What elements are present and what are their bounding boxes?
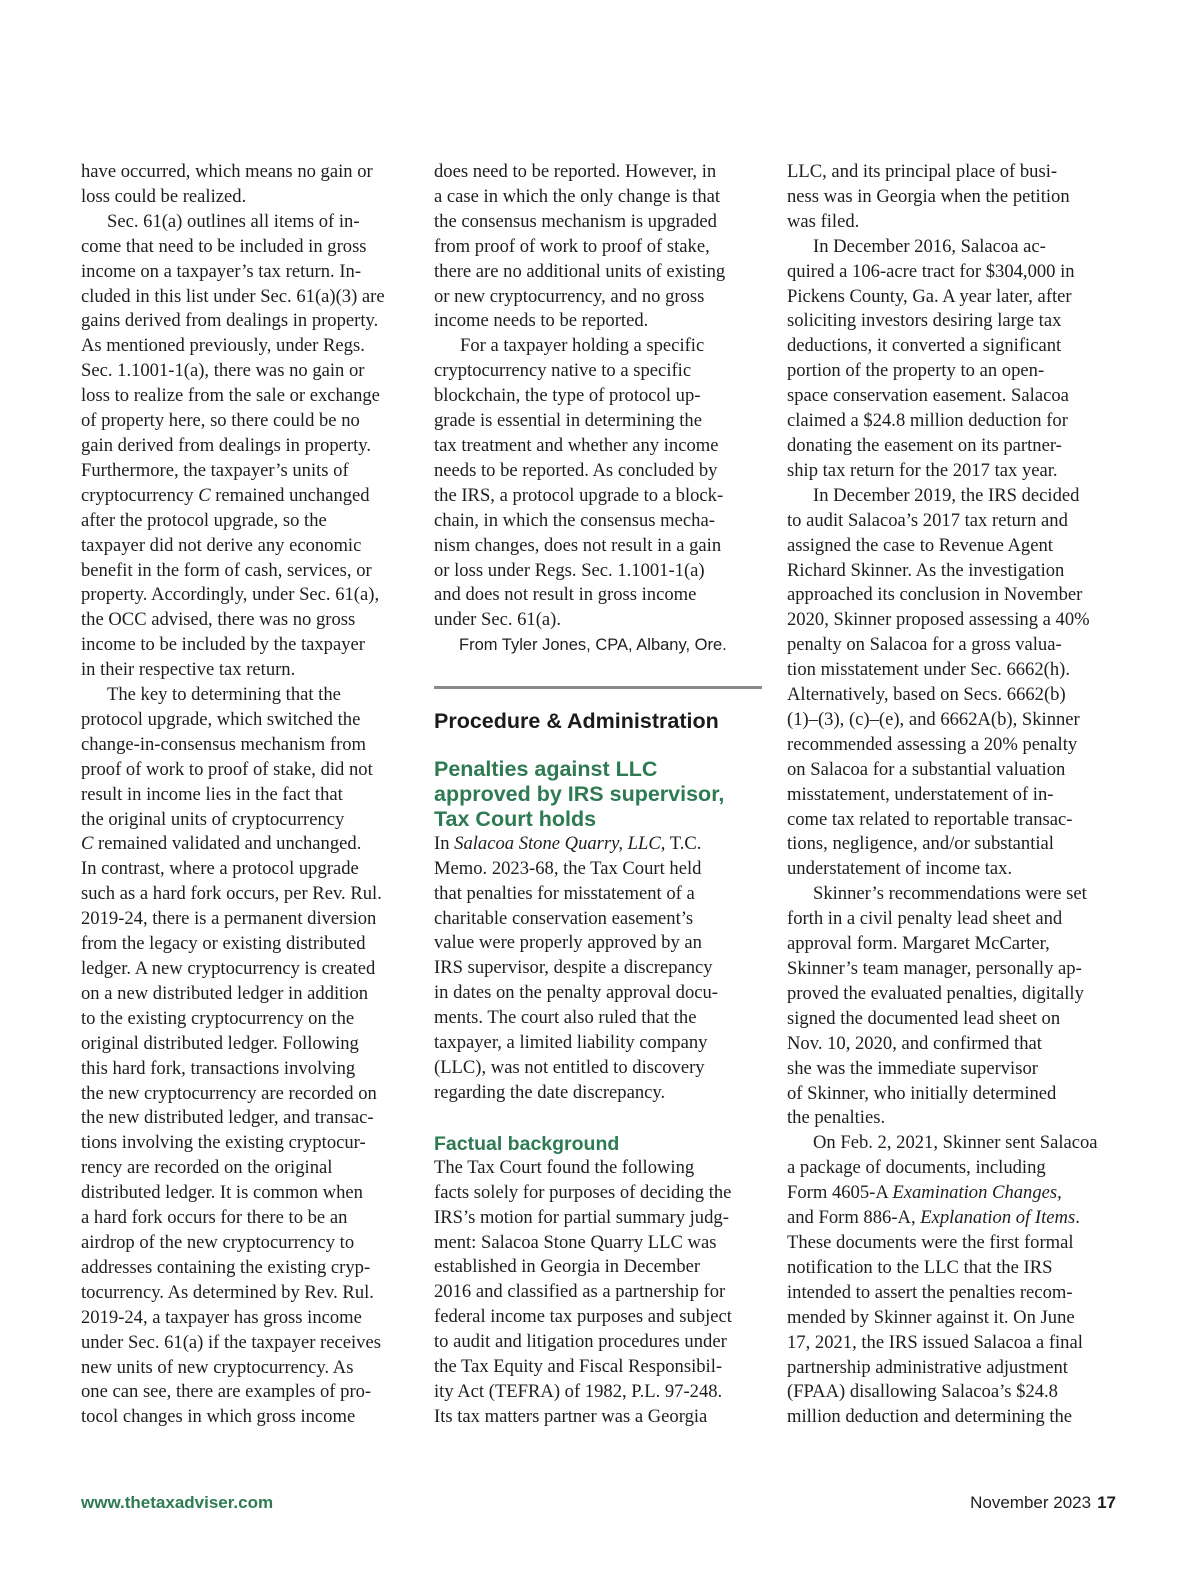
text-line: claimed a $24.8 million deduction for bbox=[787, 410, 1068, 432]
text-line: proved the evaluated penalties, digitally bbox=[787, 982, 1084, 1004]
column-3 bbox=[787, 160, 1119, 1430]
text-line: a package of documents, including bbox=[787, 1157, 1046, 1179]
text-line: ments. The court also ruled that the bbox=[434, 1007, 697, 1029]
text-line: in dates on the penalty approval docu- bbox=[434, 982, 718, 1004]
text-line: gains derived from dealings in property. bbox=[81, 310, 379, 332]
text-line: IRS’s motion for partial summary judg- bbox=[434, 1206, 729, 1228]
text-line: ness was in Georgia when the petition bbox=[787, 185, 1070, 207]
text-line: signed the documented lead sheet on bbox=[787, 1007, 1061, 1029]
text-line: deductions, it converted a significant bbox=[787, 335, 1062, 357]
text-line: portion of the property to an open- bbox=[787, 360, 1045, 382]
text-line: proof of work to proof of stake, did not bbox=[81, 758, 373, 780]
text-line: cryptocurrency C remained unchanged bbox=[81, 484, 370, 506]
text-line: In December 2016, Salacoa ac- bbox=[813, 235, 1046, 257]
text-line: the IRS, a protocol upgrade to a block- bbox=[434, 484, 724, 506]
text-line: change-in-consensus mechanism from bbox=[81, 733, 367, 755]
text-line: As mentioned previously, under Regs. bbox=[81, 335, 365, 357]
text-line: These documents were the first formal bbox=[787, 1231, 1074, 1253]
column-1 bbox=[81, 160, 413, 1430]
page-number: 17 bbox=[1097, 1493, 1116, 1512]
text-line: the new cryptocurrency are recorded on bbox=[81, 1082, 377, 1104]
text-line: blockchain, the type of protocol up- bbox=[434, 385, 701, 407]
text-line: In December 2019, the IRS decided bbox=[813, 484, 1080, 506]
text-line: needs to be reported. As concluded by bbox=[434, 459, 718, 481]
text-line: donating the easement on its partner- bbox=[787, 434, 1062, 456]
footer-issue-date: November 2023 bbox=[970, 1493, 1092, 1512]
text-line: Form 4605-A Examination Changes, bbox=[787, 1182, 1062, 1204]
text-line: original distributed ledger. Following bbox=[81, 1032, 359, 1054]
text-line: 2020, Skinner proposed assessing a 40% bbox=[787, 609, 1090, 631]
italic-phrase: Salacoa Stone Quarry, LLC, bbox=[454, 832, 666, 854]
text-line: this hard fork, transactions involving bbox=[81, 1057, 356, 1079]
text-line: regarding the date discrepancy. bbox=[434, 1081, 666, 1103]
text-line: federal income tax purposes and subject bbox=[434, 1306, 732, 1328]
text-line: 2016 and classified as a partnership for bbox=[434, 1281, 726, 1303]
text-line: misstatement, understatement of in- bbox=[787, 783, 1054, 805]
text-line: LLC, and its principal place of busi- bbox=[787, 161, 1058, 182]
text-line: nism changes, does not result in a gain bbox=[434, 534, 722, 556]
article-intro bbox=[434, 832, 764, 1106]
text-line: distributed ledger. It is common when bbox=[81, 1182, 363, 1204]
text-line: in their respective tax return. bbox=[81, 659, 296, 681]
text-line: income needs to be reported. bbox=[434, 310, 649, 332]
text-line: The key to determining that the bbox=[107, 684, 341, 706]
text-line: understatement of income tax. bbox=[787, 858, 1013, 880]
text-line: The Tax Court found the following bbox=[434, 1156, 695, 1178]
text-line: of Skinner, who initially determined bbox=[787, 1082, 1057, 1104]
text-line: and Form 886-A, Explanation of Items. bbox=[787, 1207, 1080, 1229]
text-line: forth in a civil penalty lead sheet and bbox=[787, 908, 1063, 930]
text-line: tocurrency. As determined by Rev. Rul. bbox=[81, 1281, 374, 1303]
text-line: space conservation easement. Salacoa bbox=[787, 385, 1069, 407]
text-line: quired a 106-acre tract for $304,000 in bbox=[787, 260, 1075, 282]
author-byline: From Tyler Jones, CPA, Albany, Ore. bbox=[459, 636, 727, 655]
footer-website-url[interactable]: www.thetaxadviser.com bbox=[81, 1493, 274, 1512]
text-line: On Feb. 2, 2021, Skinner sent Salacoa bbox=[813, 1132, 1098, 1154]
italic-phrase: Examination Changes bbox=[892, 1182, 1058, 1204]
text-line: Memo. 2023-68, the Tax Court held bbox=[434, 857, 702, 879]
text-line: notification to the LLC that the IRS bbox=[787, 1256, 1053, 1278]
text-line: under Sec. 61(a). bbox=[434, 609, 562, 631]
article-heading-line: Penalties against LLC bbox=[434, 757, 658, 782]
text-line: the original units of cryptocurrency bbox=[81, 808, 345, 830]
text-line: of property here, so there could be no bbox=[81, 410, 360, 432]
text-line: ity Act (TEFRA) of 1982, P.L. 97-248. bbox=[434, 1380, 723, 1402]
text-line: have occurred, which means no gain or bbox=[81, 161, 373, 182]
text-line: from the legacy or existing distributed bbox=[81, 933, 366, 955]
text-line: to audit and litigation procedures under bbox=[434, 1331, 727, 1353]
text-line: that penalties for misstatement of a bbox=[434, 882, 695, 904]
text-line: come tax related to reportable transac- bbox=[787, 808, 1073, 830]
text-line: a hard fork occurs for there to be an bbox=[81, 1207, 348, 1229]
text-line: income on a taxpayer’s tax return. In- bbox=[81, 260, 362, 282]
text-line: tions involving the existing cryptocur- bbox=[81, 1132, 366, 1154]
text-line: chain, in which the consensus mecha- bbox=[434, 509, 715, 531]
text-line: to audit Salacoa’s 2017 tax return and bbox=[787, 509, 1068, 531]
italic-phrase: Explanation of Items bbox=[920, 1207, 1076, 1229]
footer-issue-info bbox=[970, 1493, 1116, 1513]
text-line: Sec. 61(a) outlines all items of in- bbox=[107, 210, 360, 232]
text-line: addresses containing the existing cryp- bbox=[81, 1256, 371, 1278]
text-line: the consensus mechanism is upgraded bbox=[434, 210, 717, 232]
text-line: penalty on Salacoa for a gross valua- bbox=[787, 634, 1062, 656]
column-2 bbox=[434, 160, 764, 1430]
text-line: result in income lies in the fact that bbox=[81, 783, 343, 805]
text-line: the OCC advised, there was no gross bbox=[81, 609, 356, 631]
text-line: In contrast, where a protocol upgrade bbox=[81, 858, 359, 880]
text-line: new units of new cryptocurrency. As bbox=[81, 1356, 354, 1378]
text-line: Richard Skinner. As the investigation bbox=[787, 559, 1065, 581]
text-line: loss could be realized. bbox=[81, 185, 247, 207]
factual-background-text bbox=[434, 1156, 764, 1430]
article-heading-line: approved by IRS supervisor, bbox=[434, 782, 725, 807]
text-line: or new cryptocurrency, and no gross bbox=[434, 285, 705, 307]
article-heading bbox=[434, 757, 764, 832]
text-line: benefit in the form of cash, services, or bbox=[81, 559, 372, 581]
text-line: For a taxpayer holding a specific bbox=[460, 335, 705, 357]
text-line: approached its conclusion in November bbox=[787, 584, 1083, 606]
text-line: protocol upgrade, which switched the bbox=[81, 708, 361, 730]
text-line: tion misstatement under Sec. 6662(h). bbox=[787, 659, 1070, 681]
text-line: (1)–(3), (c)–(e), and 6662A(b), Skinner bbox=[787, 708, 1080, 730]
text-line: 17, 2021, the IRS issued Salacoa a final bbox=[787, 1331, 1083, 1353]
text-line: income to be included by the taxpayer bbox=[81, 634, 365, 656]
text-line: and does not result in gross income bbox=[434, 584, 697, 606]
text-line: Skinner’s team manager, personally ap- bbox=[787, 958, 1082, 979]
text-line: ledger. A new cryptocurrency is created bbox=[81, 958, 376, 979]
text-line: come that need to be included in gross bbox=[81, 235, 367, 257]
text-line: IRS supervisor, despite a discrepancy bbox=[434, 957, 713, 979]
text-line: taxpayer did not derive any economic bbox=[81, 534, 362, 556]
text-line: after the protocol upgrade, so the bbox=[81, 509, 327, 531]
text-line: Alternatively, based on Secs. 6662(b) bbox=[787, 684, 1066, 706]
text-line: assigned the case to Revenue Agent bbox=[787, 534, 1053, 556]
text-line: on a new distributed ledger in addition bbox=[81, 982, 369, 1004]
text-line: mended by Skinner against it. On June bbox=[787, 1306, 1075, 1328]
text-line: In Salacoa Stone Quarry, LLC, T.C. bbox=[434, 832, 702, 854]
text-line: value were properly approved by an bbox=[434, 932, 702, 954]
text-line: Sec. 1.1001-1(a), there was no gain or bbox=[81, 360, 365, 382]
text-line: taxpayer, a limited liability company bbox=[434, 1032, 708, 1054]
text-line: 2019-24, there is a permanent diversion bbox=[81, 908, 377, 930]
article-heading-line: Tax Court holds bbox=[434, 806, 597, 831]
text-line: from proof of work to proof of stake, bbox=[434, 235, 710, 257]
text-line: grade is essential in determining the bbox=[434, 410, 702, 432]
text-line: recommended assessing a 20% penalty bbox=[787, 733, 1078, 755]
text-line: gain derived from dealings in property. bbox=[81, 434, 372, 456]
text-line: one can see, there are examples of pro- bbox=[81, 1381, 372, 1403]
text-line: airdrop of the new cryptocurrency to bbox=[81, 1231, 355, 1253]
text-line: Its tax matters partner was a Georgia bbox=[434, 1405, 708, 1427]
text-line: 2019-24, a taxpayer has gross income bbox=[81, 1306, 362, 1328]
text-line: Skinner’s recommendations were set bbox=[813, 883, 1087, 905]
text-line: (LLC), was not entitled to discovery bbox=[434, 1057, 705, 1078]
section-divider bbox=[434, 686, 762, 689]
text-line: on Salacoa for a substantial valuation bbox=[787, 758, 1066, 780]
text-line: partnership administrative adjustment bbox=[787, 1356, 1068, 1378]
text-line: tocol changes in which gross income bbox=[81, 1406, 356, 1428]
text-line: million deduction and determining the bbox=[787, 1406, 1073, 1428]
text-line: such as a hard fork occurs, per Rev. Rul. bbox=[81, 883, 382, 905]
text-line: soliciting investors desiring large tax bbox=[787, 310, 1062, 332]
column-2-continued-text bbox=[434, 160, 764, 633]
text-line: rency are recorded on the original bbox=[81, 1157, 333, 1179]
text-line: the penalties. bbox=[787, 1107, 886, 1129]
text-line: ship tax return for the 2017 tax year. bbox=[787, 459, 1058, 481]
text-line: cluded in this list under Sec. 61(a)(3) are bbox=[81, 285, 385, 307]
text-line: tax treatment and whether any income bbox=[434, 434, 719, 456]
text-line: Pickens County, Ga. A year later, after bbox=[787, 285, 1072, 307]
text-line: or loss under Regs. Sec. 1.1001-1(a) bbox=[434, 559, 705, 581]
section-heading: Procedure & Administration bbox=[434, 709, 719, 734]
text-line: Furthermore, the taxpayer’s units of bbox=[81, 459, 349, 481]
text-line: charitable conservation easement’s bbox=[434, 907, 694, 929]
text-line: to the existing cryptocurrency on the bbox=[81, 1007, 355, 1029]
italic-phrase: C bbox=[81, 833, 94, 855]
text-line: intended to assert the penalties recom- bbox=[787, 1281, 1073, 1303]
italic-phrase: C bbox=[198, 484, 211, 506]
text-line: ment: Salacoa Stone Quarry LLC was bbox=[434, 1231, 717, 1253]
text-line: under Sec. 61(a) if the taxpayer receives bbox=[81, 1331, 381, 1353]
text-line: the Tax Equity and Fiscal Responsibil- bbox=[434, 1356, 723, 1378]
text-line: facts solely for purposes of deciding the bbox=[434, 1181, 732, 1203]
text-line: property. Accordingly, under Sec. 61(a), bbox=[81, 584, 380, 606]
text-line: approval form. Margaret McCarter, bbox=[787, 933, 1050, 955]
text-line: does need to be reported. However, in bbox=[434, 161, 717, 182]
text-line: cryptocurrency native to a specific bbox=[434, 360, 692, 382]
subheading-factual-background: Factual background bbox=[434, 1132, 620, 1155]
text-line: there are no additional units of existing bbox=[434, 260, 726, 282]
text-line: she was the immediate supervisor bbox=[787, 1057, 1038, 1079]
text-line: a case in which the only change is that bbox=[434, 185, 721, 207]
text-line: established in Georgia in December bbox=[434, 1256, 701, 1278]
text-line: tions, negligence, and/or substantial bbox=[787, 833, 1054, 855]
text-line: loss to realize from the sale or exchange bbox=[81, 385, 380, 407]
text-line: Nov. 10, 2020, and confirmed that bbox=[787, 1032, 1042, 1054]
text-line: C remained validated and unchanged. bbox=[81, 833, 362, 855]
text-line: was filed. bbox=[787, 210, 860, 232]
text-line: (FPAA) disallowing Salacoa’s $24.8 bbox=[787, 1381, 1058, 1403]
text-line: the new distributed ledger, and transac- bbox=[81, 1107, 374, 1129]
